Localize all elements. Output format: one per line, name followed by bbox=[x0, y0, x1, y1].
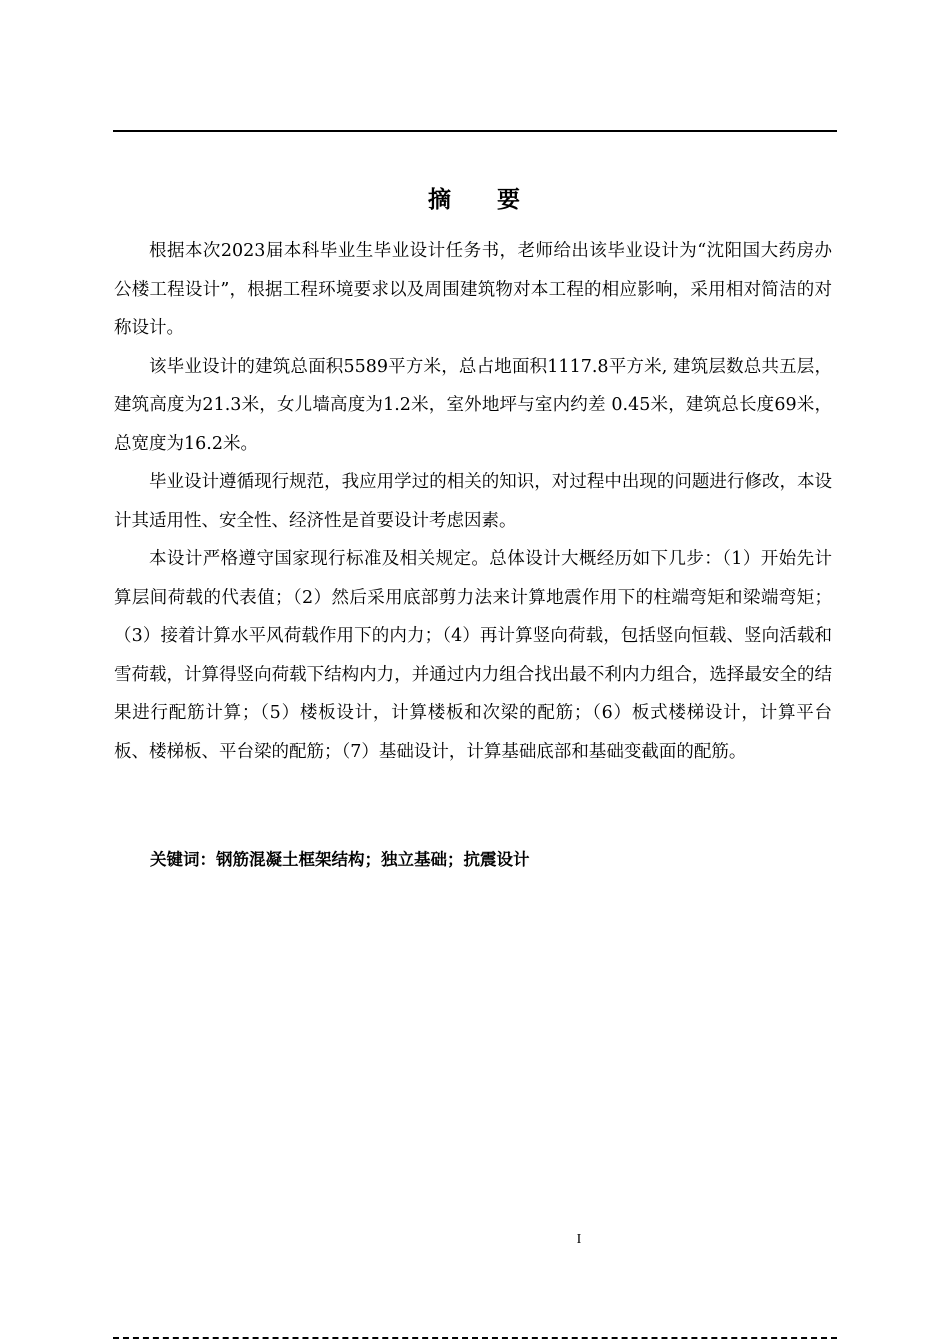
page-number: I bbox=[576, 1232, 582, 1247]
title-left: 摘 bbox=[428, 187, 453, 213]
keywords: 关键词：钢筋混凝土框架结构；独立基础；抗震设计 bbox=[150, 850, 530, 869]
abstract-paragraph-2: 该毕业设计的建筑总面积5589平方米，总占地面积1117.8平方米, 建筑层数总共五层，建筑高度为21.3米，女儿墙高度为1.2米，室外地坪与室内约差 0.45米，建筑总长度69米，总宽度为16.2米。 bbox=[114, 356, 832, 454]
abstract-paragraph-4: 本设计严格遵守国家现行标准及相关规定。总体设计大概经历如下几步：（1）开始先计算层间荷载的代表值；（2）然后采用底部剪力法来计算地震作用下的柱端弯矩和梁端弯矩；（3）接着计算水平风荷载作用下的内力；（4）再计算竖向荷载，包括竖向恒载、竖向活载和雪荷载，计算得竖向荷载下结构内力，并通过内力组合找出最不利内力组合，选择最安全的结果进行配筋计算；（5）楼板设计，计算楼板和次梁的配筋；（6）板式楼梯设计，计算平台板、楼梯板、平台梁的配筋；（7）基础设计，计算基础底部和基础变截面的配筋。 bbox=[114, 549, 832, 762]
header-rule bbox=[113, 130, 837, 132]
page-title bbox=[0, 183, 950, 217]
abstract-paragraph-1: 根据本次2023届本科毕业生毕业设计任务书，老师给出该毕业设计为“沈阳国大药房办公楼工程设计”，根据工程环境要求以及周围建筑物对本工程的相应影响，采用相对简洁的对称设计。 bbox=[114, 241, 832, 338]
abstract-paragraph-3: 毕业设计遵循现行规范，我应用学过的相关的知识，对过程中出现的问题进行修改，本设计其适用性、安全性、经济性是首要设计考虑因素。 bbox=[114, 472, 832, 531]
title-right: 要 bbox=[497, 187, 522, 213]
footer-rule bbox=[113, 1337, 837, 1339]
abstract-body bbox=[114, 232, 832, 771]
